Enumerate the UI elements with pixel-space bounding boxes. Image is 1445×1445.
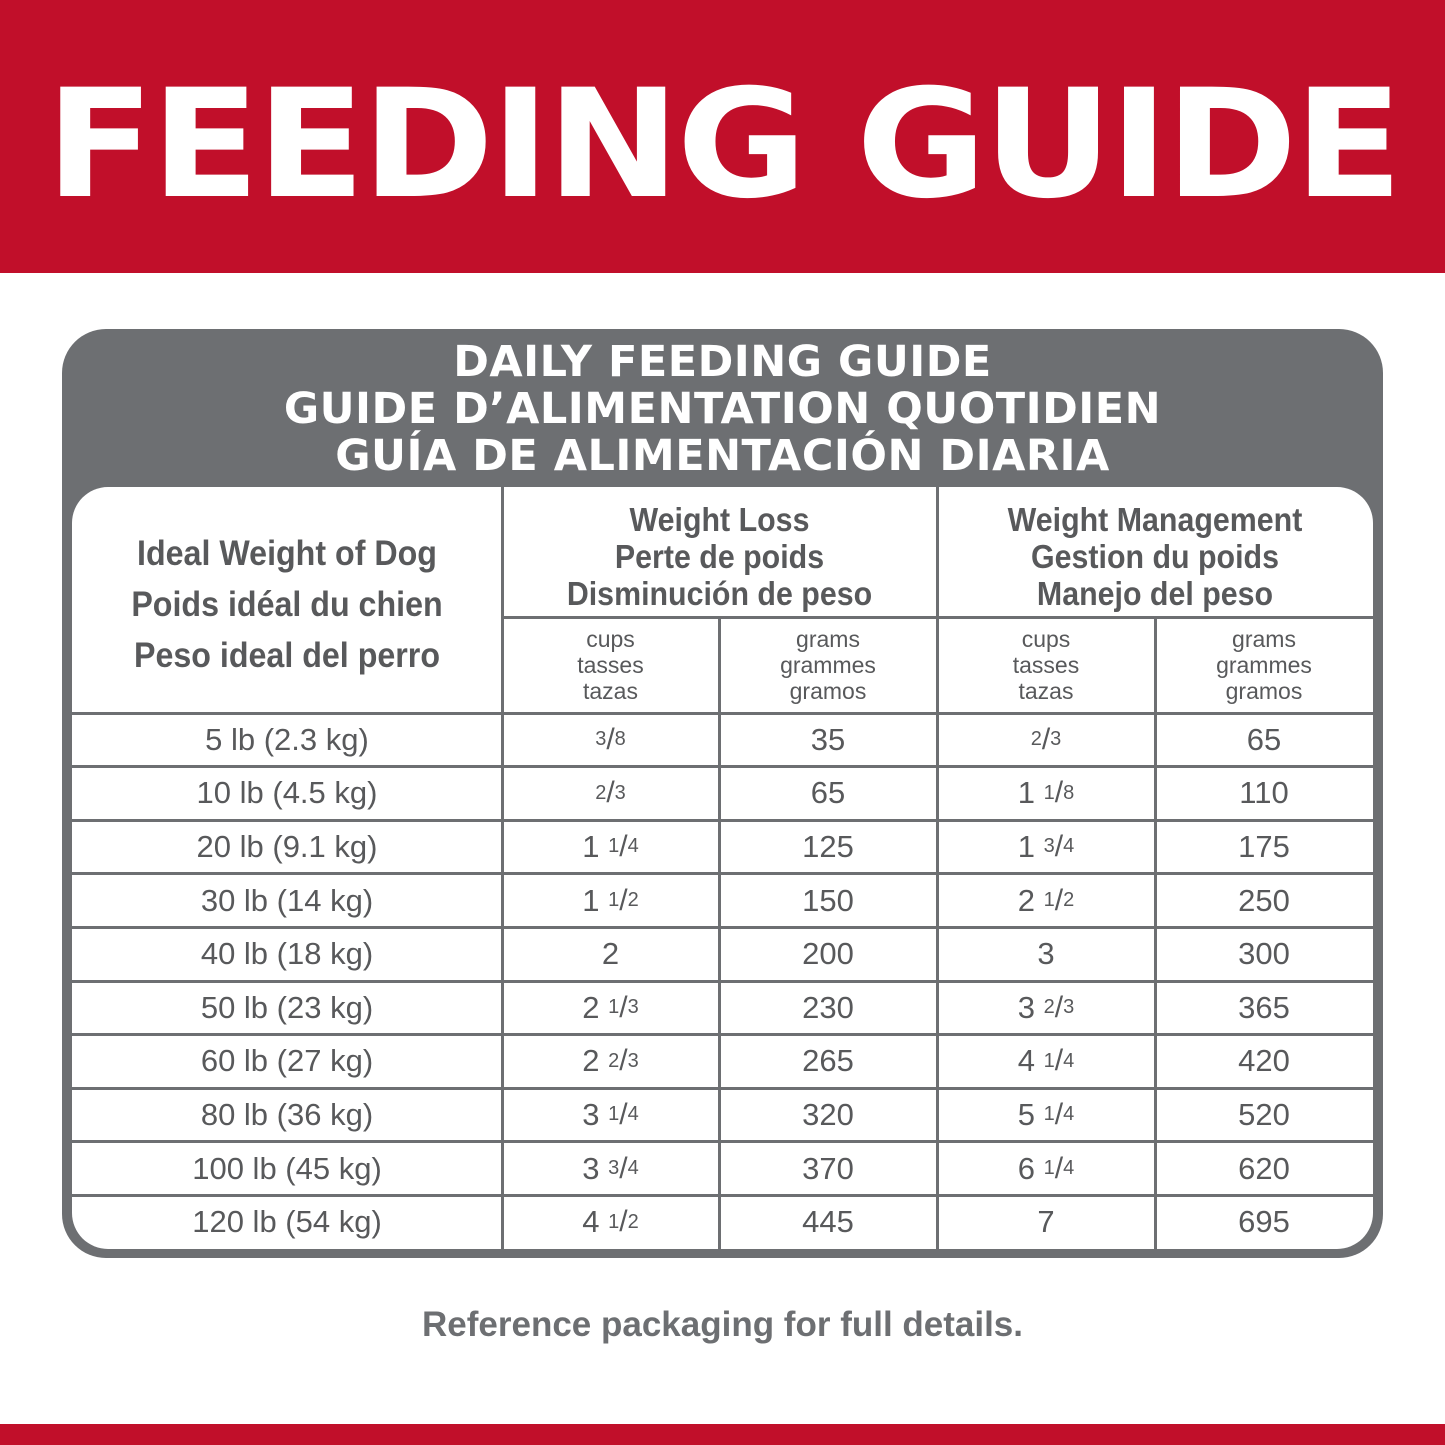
weight-management-cups-cell [937, 820, 1155, 874]
weight-cell: 60 lb (27 kg) [200, 1043, 374, 1079]
fraction-denominator: 3 [614, 781, 626, 804]
fraction-slash: / [619, 1205, 628, 1239]
whole-part: 2 [601, 936, 620, 972]
weight-loss-grams-cell: 200 [802, 936, 854, 972]
weight-cell: 20 lb (9.1 kg) [196, 828, 378, 864]
footer-note: Reference packaging for full details. [422, 1305, 1023, 1344]
fraction-denominator: 3 [1063, 996, 1075, 1019]
fraction-denominator: 3 [627, 996, 639, 1019]
fraction-slash: / [1054, 776, 1064, 810]
weight-management-cups-cell [937, 874, 1155, 928]
fraction-numerator: 1 [608, 889, 620, 912]
fraction-denominator: 2 [1063, 889, 1075, 912]
weight-management-cups-cell [937, 1035, 1155, 1089]
fraction-numerator: 2 [608, 1049, 620, 1072]
fraction-numerator: 3 [1043, 835, 1055, 858]
fraction-denominator: 4 [1063, 1157, 1075, 1180]
fraction-slash: / [1054, 1044, 1064, 1078]
group-header-line: Perte de poids [614, 537, 825, 575]
fraction-slash: / [1054, 883, 1064, 917]
weight-loss-grams-cell: 445 [802, 1204, 854, 1240]
weight-management-grams-cell: 520 [1238, 1096, 1290, 1132]
weight-management-grams-cell: 695 [1238, 1204, 1290, 1240]
whole-part: 4 [1017, 1043, 1036, 1079]
unit-header-line: cups [1021, 626, 1071, 652]
weight-loss-grams-cell: 370 [802, 1150, 854, 1186]
group-header-line: Disminución de peso [566, 574, 873, 612]
weight-column-header [89, 487, 485, 717]
feeding-guide-panel [62, 329, 1383, 1258]
fraction-denominator: 2 [627, 889, 639, 912]
fraction-denominator: 3 [1050, 728, 1062, 751]
weight-loss-grams-cell: 230 [802, 989, 854, 1025]
weight-cell: 5 lb (2.3 kg) [205, 721, 369, 757]
weight-loss-cups-cell [502, 1142, 719, 1196]
fraction-slash: / [1054, 1151, 1064, 1185]
weight-loss-cups-cell [502, 1195, 719, 1249]
page-title: FEEDING GUIDE [45, 57, 1400, 232]
fraction-denominator: 8 [614, 728, 626, 751]
unit-header [502, 617, 719, 713]
weight-loss-header [519, 487, 919, 621]
weight-cell: 10 lb (4.5 kg) [196, 775, 378, 811]
weight-management-cups-cell [937, 1142, 1155, 1196]
weight-management-grams-cell: 300 [1238, 936, 1290, 972]
fraction-slash: / [1054, 990, 1064, 1024]
feeding-table [72, 487, 1373, 1249]
panel-title-french: GUIDE D’ALIMENTATION QUOTIDIEN [283, 384, 1162, 434]
weight-management-grams-cell: 65 [1246, 721, 1282, 757]
unit-header-line: tazas [583, 678, 638, 704]
weight-loss-cups-cell [502, 713, 719, 767]
fraction-denominator: 4 [627, 1157, 639, 1180]
fraction-numerator: 1 [608, 1103, 620, 1126]
unit-header-line: grams [796, 626, 860, 652]
fraction-slash: / [1054, 1097, 1064, 1131]
weight-cell: 50 lb (23 kg) [200, 989, 374, 1025]
fraction-numerator: 1 [1043, 1049, 1055, 1072]
weight-management-grams-cell: 250 [1238, 882, 1290, 918]
panel-title-english: DAILY FEEDING GUIDE [453, 337, 992, 387]
weight-header-line: Ideal Weight of Dog [137, 533, 437, 573]
fraction-numerator: 3 [608, 1157, 620, 1180]
whole-part: 3 [582, 1150, 600, 1186]
panel-title-spanish: GUÍA DE ALIMENTACIÓN DIARIA [335, 431, 1110, 481]
fraction-numerator: 2 [595, 781, 607, 804]
fraction-slash: / [606, 722, 615, 756]
weight-management-grams-cell: 365 [1238, 989, 1290, 1025]
whole-part: 6 [1017, 1150, 1036, 1186]
weight-loss-cups-cell [502, 927, 719, 981]
fraction-numerator: 3 [595, 728, 607, 751]
weight-loss-grams-cell: 265 [802, 1043, 854, 1079]
unit-header [937, 617, 1155, 713]
weight-management-cups-cell [937, 981, 1155, 1035]
whole-part: 3 [1017, 989, 1036, 1025]
fraction-slash: / [619, 1097, 628, 1131]
weight-loss-cups-cell [502, 767, 719, 821]
weight-cell: 30 lb (14 kg) [200, 882, 374, 918]
weight-management-cups-cell [937, 1195, 1155, 1249]
weight-header-line: Peso ideal del perro [133, 635, 441, 675]
group-header-line: Weight Loss [629, 500, 810, 538]
unit-header-line: tasses [1012, 652, 1080, 678]
weight-management-grams-cell: 420 [1238, 1043, 1290, 1079]
unit-header-line: tazas [1018, 678, 1074, 704]
unit-header [719, 617, 937, 713]
unit-header-line: tasses [577, 652, 644, 678]
fraction-numerator: 1 [1043, 1157, 1055, 1180]
fraction-denominator: 4 [1063, 1103, 1075, 1126]
unit-header-line: grams [1232, 626, 1296, 652]
fraction-numerator: 1 [608, 835, 620, 858]
fraction-denominator: 4 [1063, 1049, 1075, 1072]
whole-part: 2 [1017, 882, 1036, 918]
weight-management-grams-cell: 175 [1238, 828, 1290, 864]
weight-management-grams-cell: 110 [1239, 775, 1289, 811]
weight-loss-cups-cell [502, 874, 719, 928]
weight-loss-grams-cell: 35 [810, 721, 846, 757]
weight-cell: 100 lb (45 kg) [192, 1150, 382, 1186]
fraction-denominator: 4 [1063, 835, 1075, 858]
whole-part: 2 [582, 989, 600, 1025]
fraction-numerator: 1 [608, 996, 620, 1019]
whole-part: 1 [1017, 828, 1036, 864]
weight-header-line: Poids idéal du chien [131, 584, 443, 624]
weight-management-cups-cell [937, 927, 1155, 981]
fraction-numerator: 1 [608, 1210, 620, 1233]
weight-loss-cups-cell [502, 1088, 719, 1142]
fraction-numerator: 1 [1043, 889, 1055, 912]
fraction-numerator: 1 [1043, 781, 1055, 804]
weight-management-cups-cell [937, 767, 1155, 821]
whole-part: 1 [1017, 775, 1036, 811]
weight-management-grams-cell: 620 [1238, 1150, 1290, 1186]
weight-cell: 40 lb (18 kg) [200, 936, 374, 972]
fraction-denominator: 2 [627, 1210, 639, 1233]
unit-header-line: cups [586, 626, 635, 652]
fraction-denominator: 3 [627, 1049, 639, 1072]
weight-management-header [954, 487, 1355, 621]
fraction-numerator: 2 [1043, 996, 1055, 1019]
fraction-numerator: 1 [1043, 1103, 1055, 1126]
fraction-denominator: 8 [1063, 781, 1075, 804]
fraction-slash: / [619, 883, 628, 917]
whole-part: 1 [582, 828, 600, 864]
weight-loss-cups-cell [502, 820, 719, 874]
weight-loss-grams-cell: 125 [802, 828, 854, 864]
fraction-slash: / [619, 1151, 628, 1185]
header-banner [0, 0, 1445, 273]
fraction-slash: / [1054, 829, 1064, 863]
fraction-slash: / [606, 776, 615, 810]
weight-loss-grams-cell: 320 [802, 1096, 854, 1132]
unit-header-line: gramos [789, 678, 867, 704]
whole-part: 5 [1017, 1096, 1036, 1132]
fraction-denominator: 4 [627, 1103, 639, 1126]
whole-part: 2 [582, 1043, 600, 1079]
unit-header-line: grammes [780, 652, 876, 678]
bottom-bar [0, 1424, 1445, 1445]
group-header-line: Gestion du poids [1031, 537, 1279, 575]
panel-title-block [62, 339, 1383, 480]
unit-header-line: gramos [1225, 678, 1303, 704]
weight-management-cups-cell [937, 713, 1155, 767]
whole-part: 4 [582, 1204, 600, 1240]
weight-loss-cups-cell [502, 981, 719, 1035]
fraction-slash: / [619, 1044, 628, 1078]
fraction-slash: / [619, 990, 628, 1024]
group-header-line: Manejo del peso [1036, 574, 1274, 612]
weight-cell: 120 lb (54 kg) [192, 1204, 382, 1240]
whole-part: 3 [582, 1096, 600, 1132]
unit-header-line: grammes [1216, 652, 1312, 678]
weight-cell: 80 lb (36 kg) [200, 1096, 374, 1132]
weight-loss-grams-cell: 65 [810, 775, 846, 811]
weight-management-cups-cell [937, 1088, 1155, 1142]
weight-loss-grams-cell: 150 [802, 882, 854, 918]
fraction-numerator: 2 [1030, 728, 1042, 751]
whole-part: 1 [582, 882, 600, 918]
fraction-slash: / [619, 829, 628, 863]
whole-part: 3 [1037, 936, 1055, 972]
group-header-line: Weight Management [1007, 500, 1303, 538]
fraction-slash: / [1041, 722, 1051, 756]
weight-loss-cups-cell [502, 1035, 719, 1089]
fraction-denominator: 4 [627, 835, 639, 858]
unit-header [1155, 617, 1373, 713]
whole-part: 7 [1037, 1204, 1055, 1240]
